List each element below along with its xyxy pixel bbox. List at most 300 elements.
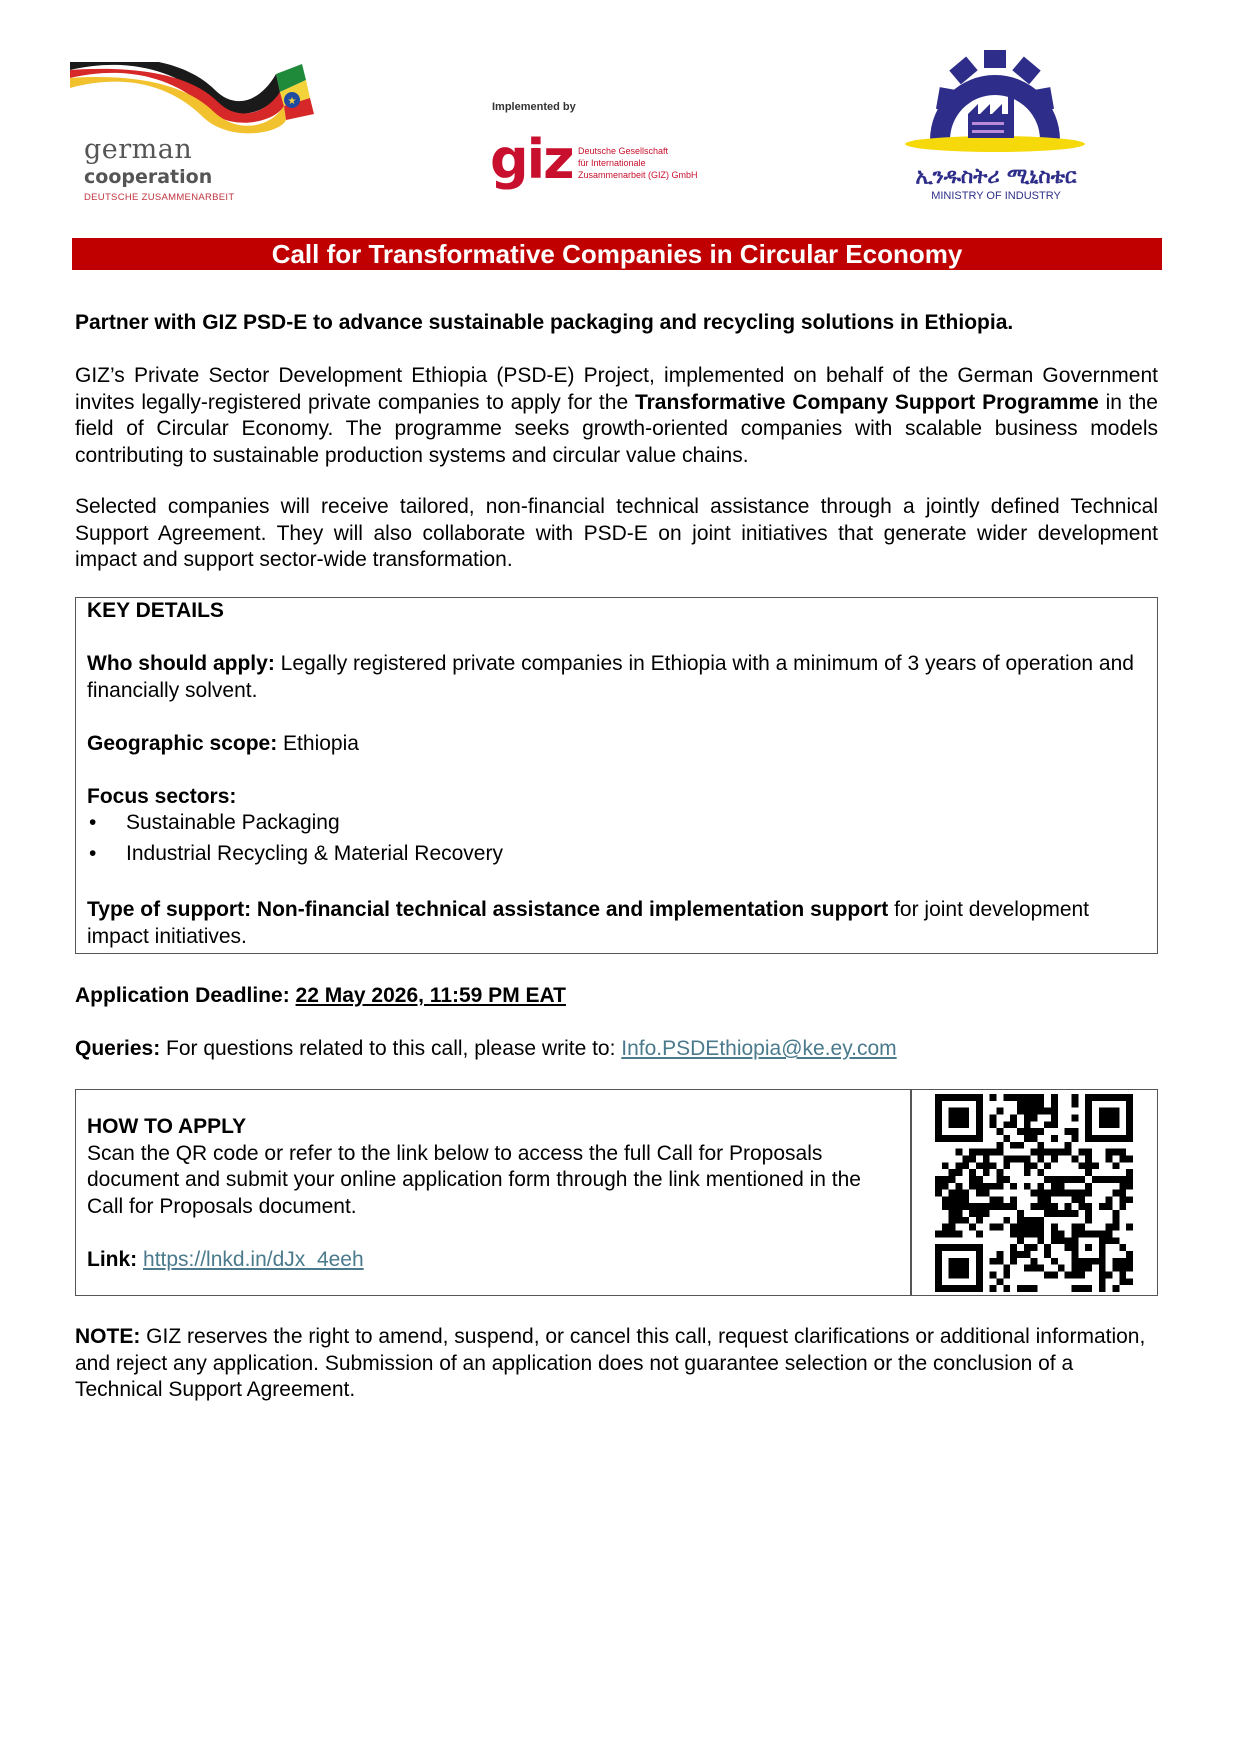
qr-module	[969, 1169, 976, 1176]
qr-module	[1037, 1224, 1044, 1231]
qr-module	[949, 1203, 956, 1210]
qr-module	[1051, 1135, 1058, 1142]
qr-module	[1024, 1217, 1031, 1224]
geographic-scope	[87, 731, 1147, 758]
qr-module	[1119, 1203, 1126, 1210]
qr-module	[1051, 1210, 1058, 1217]
qr-module	[1003, 1203, 1010, 1210]
qr-module	[962, 1155, 969, 1162]
qr-module	[990, 1149, 997, 1156]
qr-module	[983, 1162, 990, 1169]
qr-module	[1113, 1258, 1120, 1265]
qr-module	[1078, 1190, 1085, 1197]
qr-module	[949, 1108, 969, 1128]
qr-module	[1037, 1128, 1044, 1135]
qr-module	[1085, 1190, 1092, 1197]
qr-module	[1058, 1237, 1065, 1244]
qr-module	[1065, 1176, 1072, 1183]
qr-module	[1113, 1149, 1120, 1156]
qr-module	[1126, 1265, 1133, 1272]
qr-module	[1106, 1155, 1113, 1162]
qr-module	[969, 1176, 976, 1183]
qr-module	[990, 1203, 997, 1210]
qr-module	[1072, 1128, 1079, 1135]
qr-module	[976, 1176, 983, 1183]
qr-module	[1037, 1190, 1044, 1197]
qr-module	[1106, 1224, 1113, 1231]
note	[75, 1324, 1158, 1404]
qr-module	[1031, 1149, 1038, 1156]
qr-module	[983, 1210, 990, 1217]
qr-module	[1072, 1196, 1079, 1203]
qr-module	[1072, 1285, 1079, 1292]
application-deadline	[75, 983, 1158, 1010]
qr-module	[1003, 1285, 1010, 1292]
qr-module	[1126, 1176, 1133, 1183]
qr-module	[1072, 1094, 1079, 1101]
box-divider	[910, 1090, 912, 1295]
qr-module	[1003, 1272, 1010, 1279]
focus-sectors-label: Focus sectors:	[87, 784, 237, 808]
ministry-of-industry-logo	[890, 48, 1100, 208]
qr-module	[1051, 1121, 1058, 1128]
qr-module	[1051, 1108, 1058, 1115]
qr-module	[1003, 1155, 1010, 1162]
qr-module	[1037, 1231, 1044, 1238]
qr-module	[1024, 1183, 1031, 1190]
qr-module	[1010, 1224, 1017, 1231]
qr-module	[976, 1162, 983, 1169]
qr-module	[1031, 1135, 1038, 1142]
how-to-apply-heading: HOW TO APPLY	[87, 1115, 247, 1138]
qr-module	[1031, 1258, 1038, 1265]
qr-module	[1126, 1278, 1133, 1285]
who-should-apply	[87, 651, 1147, 704]
qr-module	[962, 1190, 969, 1197]
gc-word-german: german	[84, 134, 193, 165]
qr-module	[1044, 1210, 1051, 1217]
intro-text-1: GIZ’s Private Sector Development Ethiopia (PSD-E) Project, implemented on behalf of the German Government invites legally-registered private companies to apply for the	[75, 364, 1158, 414]
qr-module	[1044, 1203, 1051, 1210]
qr-module	[1024, 1128, 1031, 1135]
qr-module	[1044, 1272, 1051, 1279]
qr-module	[1113, 1265, 1120, 1272]
qr-module	[1024, 1244, 1031, 1251]
qr-module	[1078, 1196, 1085, 1203]
qr-module	[990, 1114, 997, 1121]
tagline-part-2: GIZ PSD-E	[202, 311, 308, 334]
qr-module	[1024, 1121, 1031, 1128]
qr-module	[942, 1231, 949, 1238]
qr-module	[1010, 1244, 1017, 1251]
qr-module	[1010, 1142, 1017, 1149]
qr-module	[1037, 1183, 1044, 1190]
qr-module	[1058, 1190, 1065, 1197]
qr-module	[1031, 1224, 1038, 1231]
qr-module	[1037, 1094, 1044, 1101]
tagline	[75, 310, 1158, 337]
qr-module	[996, 1258, 1003, 1265]
qr-module	[1017, 1224, 1024, 1231]
intro-text-2: in the field of Circular Economy. The programme seeks growth-oriented companies with scalable business models contributing to sustainable production systems and circular value chains.	[75, 390, 1158, 467]
qr-module	[1078, 1176, 1085, 1183]
qr-module	[1113, 1176, 1120, 1183]
key-details-heading: KEY DETAILS	[87, 599, 224, 622]
qr-module	[1010, 1231, 1017, 1238]
qr-module	[1106, 1149, 1113, 1156]
implemented-by-label: Implemented by	[492, 101, 576, 113]
qr-module	[1099, 1278, 1106, 1285]
how-to-apply-text: Scan the QR code or refer to the link below to access the full Call for Proposals document and submit your online application form through the link mentioned in the Call for Proposals document.	[87, 1141, 861, 1218]
sector-list-item	[87, 841, 1147, 868]
qr-module	[996, 1251, 1003, 1258]
sector-list-item	[87, 810, 1147, 837]
qr-module	[1017, 1217, 1024, 1224]
qr-module	[1119, 1176, 1126, 1183]
qr-module	[1058, 1210, 1065, 1217]
qr-module	[990, 1196, 997, 1203]
qr-module	[996, 1108, 1003, 1115]
qr-module	[949, 1231, 956, 1238]
qr-module	[1037, 1237, 1044, 1244]
queries	[75, 1036, 1158, 1063]
tagline-part-1: Partner with	[75, 311, 203, 334]
qr-module	[949, 1210, 956, 1217]
qr-module	[1051, 1176, 1058, 1183]
qr-module	[1031, 1203, 1038, 1210]
support-label: Type of support: Non-financial technical assistance and implementation support	[87, 898, 889, 921]
qr-module	[1119, 1183, 1126, 1190]
qr-module	[942, 1224, 949, 1231]
qr-module	[1106, 1237, 1113, 1244]
qr-module	[1119, 1244, 1126, 1251]
qr-module	[990, 1258, 997, 1265]
qr-module	[1024, 1094, 1031, 1101]
qr-module	[955, 1231, 962, 1238]
qr-module	[1017, 1128, 1024, 1135]
qr-module	[1010, 1094, 1017, 1101]
bullet-icon: •	[89, 841, 97, 865]
qr-module	[1037, 1265, 1044, 1272]
giz-org-name: Deutsche Gesellschaft für Internationale Zusammenarbeit (GIZ) GmbH	[578, 146, 698, 180]
qr-module	[1017, 1101, 1024, 1108]
qr-module	[983, 1155, 990, 1162]
qr-module	[996, 1203, 1003, 1210]
qr-module	[1044, 1196, 1051, 1203]
qr-module	[1072, 1155, 1079, 1162]
qr-module	[1065, 1244, 1072, 1251]
qr-module	[1065, 1149, 1072, 1156]
svg-text:★: ★	[287, 96, 297, 107]
ministry-english-name: MINISTRY OF INDUSTRY	[931, 190, 1061, 202]
qr-module	[1113, 1210, 1120, 1217]
qr-module	[996, 1183, 1003, 1190]
qr-module	[1126, 1155, 1133, 1162]
qr-module	[955, 1162, 962, 1169]
qr-module	[935, 1176, 942, 1183]
qr-module	[962, 1196, 969, 1203]
qr-module	[1106, 1176, 1113, 1183]
qr-module	[1119, 1190, 1126, 1197]
qr-module	[955, 1203, 962, 1210]
sector-text: Sustainable Packaging	[126, 811, 340, 834]
qr-module	[1085, 1210, 1092, 1217]
sector-text: Industrial Recycling & Material Recovery	[126, 841, 503, 865]
qr-module	[1072, 1114, 1079, 1121]
qr-module	[990, 1272, 997, 1279]
qr-module	[1085, 1265, 1092, 1272]
who-label: Who should apply:	[87, 652, 275, 675]
qr-module	[955, 1183, 962, 1190]
qr-module	[969, 1183, 976, 1190]
qr-module	[1051, 1190, 1058, 1197]
qr-module	[1044, 1190, 1051, 1197]
qr-module	[1037, 1217, 1044, 1224]
qr-module	[1031, 1244, 1038, 1251]
qr-module	[1051, 1114, 1058, 1121]
qr-module	[1024, 1169, 1031, 1176]
qr-module	[1051, 1155, 1058, 1162]
qr-module	[1017, 1251, 1024, 1258]
qr-module	[983, 1190, 990, 1197]
deadline-value: 22 May 2026, 11:59 PM EAT	[295, 984, 566, 1007]
page-title: Call for Transformative Companies in Circular Economy	[72, 238, 1162, 270]
qr-module	[1010, 1251, 1017, 1258]
qr-module	[976, 1190, 983, 1197]
qr-module	[955, 1190, 962, 1197]
qr-module	[1017, 1285, 1024, 1292]
qr-module	[1126, 1251, 1133, 1258]
qr-module	[1024, 1285, 1031, 1292]
qr-module	[1031, 1231, 1038, 1238]
qr-module	[996, 1278, 1003, 1285]
qr-module	[1003, 1265, 1010, 1272]
qr-module	[1024, 1114, 1031, 1121]
qr-module	[1072, 1190, 1079, 1197]
qr-module	[1024, 1251, 1031, 1258]
qr-module	[1099, 1203, 1106, 1210]
qr-module	[1051, 1183, 1058, 1190]
qr-module	[996, 1196, 1003, 1203]
flag-ribbon-icon	[70, 62, 320, 142]
qr-module	[1065, 1272, 1072, 1279]
qr-module	[1065, 1210, 1072, 1217]
qr-module	[1051, 1224, 1058, 1231]
qr-module	[976, 1149, 983, 1156]
qr-module	[1113, 1224, 1120, 1231]
qr-module	[1113, 1237, 1120, 1244]
geo-label: Geographic scope:	[87, 731, 278, 755]
qr-module	[1072, 1272, 1079, 1279]
qr-module	[1031, 1114, 1038, 1121]
qr-module	[1078, 1272, 1085, 1279]
qr-module	[1044, 1121, 1051, 1128]
qr-module	[1017, 1237, 1024, 1244]
qr-module	[1058, 1231, 1065, 1238]
qr-module	[1126, 1169, 1133, 1176]
qr-module	[942, 1176, 949, 1183]
qr-module	[1085, 1285, 1092, 1292]
qr-module	[976, 1210, 983, 1217]
note-text: GIZ reserves the right to amend, suspend, or cancel this call, request clarifications or additional information, and reject any application. Submission of an application does not guarantee selection or the conclusion of a Technical Support Agreement.	[75, 1325, 1146, 1401]
qr-module	[1037, 1149, 1044, 1156]
qr-module	[962, 1203, 969, 1210]
gear-factory-icon	[890, 48, 1100, 166]
qr-module	[990, 1183, 997, 1190]
type-of-support	[87, 897, 1147, 950]
qr-module	[955, 1169, 962, 1176]
qr-module	[1031, 1217, 1038, 1224]
qr-module	[949, 1169, 956, 1176]
qr-module	[949, 1258, 969, 1278]
qr-module	[1037, 1101, 1044, 1108]
qr-module	[1010, 1196, 1017, 1203]
qr-module	[1037, 1155, 1044, 1162]
qr-module	[1065, 1128, 1072, 1135]
qr-module	[1126, 1224, 1133, 1231]
qr-module	[969, 1224, 976, 1231]
qr-module	[955, 1149, 962, 1156]
qr-module	[942, 1196, 949, 1203]
qr-module	[976, 1217, 983, 1224]
qr-module	[1017, 1155, 1024, 1162]
qr-module	[1003, 1121, 1010, 1128]
qr-module	[1044, 1251, 1051, 1258]
qr-module	[1058, 1149, 1065, 1156]
selected-companies-paragraph: Selected companies will receive tailored, non-financial technical assistance through a jointly defined Technical Support Agreement. They will also collaborate with PSD-E on joint initiatives that generate wider development impact and support sector-wide transformation.	[75, 495, 1158, 571]
qr-module	[1078, 1224, 1085, 1231]
qr-module	[996, 1169, 1003, 1176]
qr-module	[935, 1183, 942, 1190]
qr-module	[996, 1149, 1003, 1156]
qr-module	[962, 1162, 969, 1169]
queries-text: For questions related to this call, please write to:	[160, 1037, 622, 1060]
who-value: Legally registered private companies in Ethiopia with a minimum of 3 years of operation and financially solvent.	[87, 652, 1134, 702]
qr-module	[1051, 1237, 1058, 1244]
qr-module	[990, 1121, 997, 1128]
deadline-label: Application Deadline:	[75, 984, 290, 1007]
qr-module	[969, 1155, 976, 1162]
qr-module	[1119, 1196, 1126, 1203]
qr-module	[1078, 1203, 1085, 1210]
qr-module	[976, 1231, 983, 1238]
qr-module	[1058, 1265, 1065, 1272]
intro-programme-name: Transformative Company Support Programme	[634, 390, 1099, 414]
qr-module	[1031, 1094, 1038, 1101]
qr-module	[1031, 1190, 1038, 1197]
apply-link[interactable]: https://lnkd.in/dJx_4eeh	[143, 1247, 364, 1271]
qr-module	[1072, 1224, 1079, 1231]
qr-module	[976, 1183, 983, 1190]
bullet-icon: •	[89, 811, 97, 834]
qr-module	[983, 1169, 990, 1176]
qr-module	[935, 1190, 942, 1197]
qr-module	[1024, 1231, 1031, 1238]
qr-module	[1037, 1142, 1044, 1149]
qr-module	[1085, 1149, 1092, 1156]
qr-module	[1113, 1162, 1120, 1169]
qr-module	[1126, 1258, 1133, 1265]
qr-module	[1024, 1135, 1031, 1142]
qr-module	[1099, 1176, 1106, 1183]
qr-module	[1031, 1265, 1038, 1272]
qr-module	[1010, 1155, 1017, 1162]
support-value: for joint development impact initiatives.	[87, 898, 1090, 948]
qr-module	[942, 1183, 949, 1190]
qr-module	[1003, 1217, 1010, 1224]
qr-module	[1024, 1224, 1031, 1231]
qr-module	[1017, 1108, 1024, 1115]
giz-wordmark: giz	[490, 128, 573, 191]
qr-module	[1078, 1162, 1085, 1169]
gc-word-cooperation: cooperation	[84, 166, 213, 188]
qr-module	[1037, 1108, 1044, 1115]
note-label: NOTE:	[75, 1325, 141, 1348]
qr-module	[1106, 1203, 1113, 1210]
qr-module	[1126, 1196, 1133, 1203]
qr-module	[1031, 1128, 1038, 1135]
qr-module	[1003, 1094, 1010, 1101]
qr-module	[1044, 1149, 1051, 1156]
qr-module	[969, 1149, 976, 1156]
queries-label: Queries:	[75, 1037, 161, 1060]
qr-module	[1044, 1162, 1051, 1169]
tagline-part-3: to advance sustainable packaging and recycling solutions in Ethiopia.	[307, 311, 1014, 334]
qr-module	[1003, 1162, 1010, 1169]
how-to-apply-box	[75, 1089, 1158, 1296]
qr-module	[1051, 1272, 1058, 1279]
qr-module	[1051, 1101, 1058, 1108]
qr-module	[1072, 1210, 1079, 1217]
qr-module	[1119, 1265, 1126, 1272]
qr-module	[1085, 1244, 1092, 1251]
qr-module	[1031, 1108, 1038, 1115]
qr-module	[983, 1203, 990, 1210]
qr-module	[1119, 1149, 1126, 1156]
qr-module	[1044, 1176, 1051, 1183]
qr-module	[1092, 1162, 1099, 1169]
qr-module	[942, 1203, 949, 1210]
qr-module	[949, 1196, 956, 1203]
qr-module	[1010, 1114, 1017, 1121]
qr-module	[935, 1231, 942, 1238]
qr-module	[983, 1183, 990, 1190]
qr-module	[1003, 1176, 1010, 1183]
qr-module	[949, 1190, 956, 1197]
qr-module	[996, 1128, 1003, 1135]
qr-module	[996, 1176, 1003, 1183]
qr-module	[1099, 1265, 1106, 1272]
qr-code-icon[interactable]	[929, 1094, 1139, 1292]
qr-module	[1010, 1258, 1017, 1265]
qr-module	[1085, 1155, 1092, 1162]
qr-module	[1037, 1169, 1044, 1176]
qr-module	[1010, 1183, 1017, 1190]
qr-module	[1072, 1135, 1079, 1142]
qr-module	[1051, 1203, 1058, 1210]
qr-module	[1085, 1162, 1092, 1169]
qr-module	[955, 1217, 962, 1224]
qr-module	[1024, 1108, 1031, 1115]
qr-module	[1065, 1142, 1072, 1149]
qr-module	[1037, 1196, 1044, 1203]
qr-module	[990, 1224, 997, 1231]
qr-module	[1044, 1108, 1051, 1115]
qr-module	[1065, 1190, 1072, 1197]
qr-module	[1051, 1094, 1058, 1101]
email-link[interactable]: Info.PSDEthiopia@ke.ey.com	[621, 1037, 897, 1060]
qr-module	[1113, 1285, 1120, 1292]
